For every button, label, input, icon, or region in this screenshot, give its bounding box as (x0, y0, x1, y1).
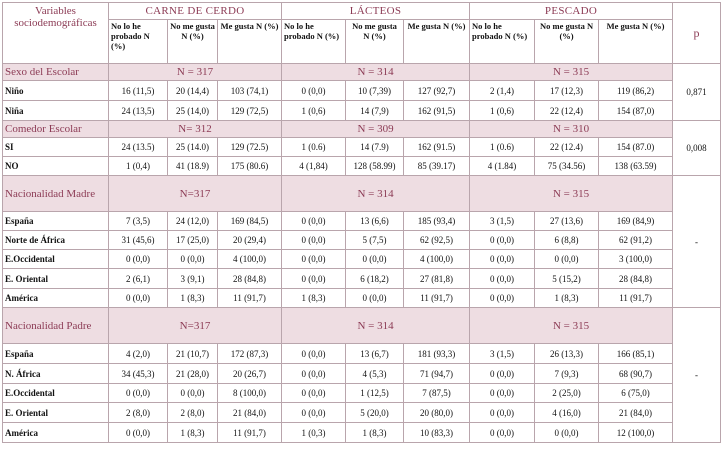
table-cell: 27 (13,6) (535, 212, 599, 231)
table-cell: 162 (91,5) (404, 101, 470, 121)
table-cell: 24 (12,0) (168, 212, 218, 231)
table-cell: 3 (100,0) (599, 250, 673, 269)
section-title: Nacionalidad Madre (3, 176, 109, 212)
p-value: - (673, 308, 721, 443)
table-cell: 103 (74,1) (218, 81, 282, 101)
subheader-cell: Me gusta N (%) (404, 20, 470, 64)
table-cell: 22 (12.4) (535, 138, 599, 157)
table-cell: 2 (8,0) (168, 403, 218, 423)
table-cell: 4 (1.84) (470, 157, 535, 176)
table-cell: 4 (5,3) (346, 364, 404, 384)
row-label: E. Oriental (3, 269, 109, 289)
table-cell: 0 (0,0) (168, 384, 218, 403)
table-cell: 71 (94,7) (404, 364, 470, 384)
section-n: N = 310 (470, 121, 673, 138)
row-label: E. Oriental (3, 403, 109, 423)
table-cell: 0 (0,0) (282, 81, 346, 101)
table-cell: 0 (0,0) (470, 423, 535, 443)
section-title: Nacionalidad Padre (3, 308, 109, 344)
table-cell: 166 (85,1) (599, 344, 673, 364)
table-cell: 24 (13,5) (109, 101, 168, 121)
table-cell: 17 (12,3) (535, 81, 599, 101)
table-cell: 1 (8,3) (168, 423, 218, 443)
table-row (3, 138, 721, 157)
table-cell: 1 (8,3) (535, 289, 599, 308)
table-cell: 62 (92,5) (404, 231, 470, 250)
table-cell: 0 (0,0) (470, 384, 535, 403)
table-cell: 138 (63.59) (599, 157, 673, 176)
table-cell: 21 (10,7) (168, 344, 218, 364)
table-cell: 16 (11,5) (109, 81, 168, 101)
table-row (3, 423, 721, 443)
table-cell: 21 (28,0) (168, 364, 218, 384)
subheader-cell: No lo he probado N (%) (282, 20, 346, 64)
table-cell: 1 (0,6) (470, 101, 535, 121)
table-row (3, 81, 721, 101)
section-n: N=317 (109, 308, 282, 344)
table-cell: 1 (0,6) (282, 101, 346, 121)
table-cell: 20 (29,4) (218, 231, 282, 250)
table-cell: 13 (6,6) (346, 212, 404, 231)
table-cell: 6 (8,8) (535, 231, 599, 250)
subheader-cell: Me gusta N (%) (218, 20, 282, 64)
section-n: N = 314 (282, 308, 470, 344)
table-row (3, 364, 721, 384)
subheader-cell: Me gusta N (%) (599, 20, 673, 64)
table-cell: 128 (58.99) (346, 157, 404, 176)
section-title: Comedor Escolar (3, 121, 109, 138)
table-cell: 4 (100,0) (404, 250, 470, 269)
p-header: p (673, 3, 721, 64)
table-cell: 0 (0,0) (346, 250, 404, 269)
table-cell: 0 (0,0) (535, 423, 599, 443)
table-cell: 0 (0,0) (535, 250, 599, 269)
section-n: N = 309 (282, 121, 470, 138)
table-cell: 2 (25,0) (535, 384, 599, 403)
row-label: SI (3, 138, 109, 157)
table-row (3, 289, 721, 308)
row-label: América (3, 423, 109, 443)
row-label: España (3, 344, 109, 364)
table-row (3, 212, 721, 231)
row-label: E.Occidental (3, 250, 109, 269)
table-cell: 7 (87,5) (404, 384, 470, 403)
section-n: N = 315 (470, 64, 673, 81)
table-cell: 1 (8,3) (168, 289, 218, 308)
table-cell: 3 (1,5) (470, 212, 535, 231)
table-cell: 62 (91,2) (599, 231, 673, 250)
table-cell: 1 (8,3) (346, 423, 404, 443)
table-cell: 20 (80,0) (404, 403, 470, 423)
table-cell: 25 (14.0) (168, 138, 218, 157)
table-cell: 8 (100,0) (218, 384, 282, 403)
table-cell: 7 (3,5) (109, 212, 168, 231)
section-n: N= 312 (109, 121, 282, 138)
row-label: España (3, 212, 109, 231)
section-n: N = 315 (470, 176, 673, 212)
group-header-lacteos: LÁCTEOS (282, 3, 470, 20)
table-cell: 0 (0,0) (282, 384, 346, 403)
table-cell: 2 (8,0) (109, 403, 168, 423)
table-cell: 10 (7,39) (346, 81, 404, 101)
p-value: 0,008 (673, 121, 721, 176)
section-title: Sexo del Escolar (3, 64, 109, 81)
table-cell: 0 (0,0) (282, 212, 346, 231)
table-cell: 5 (7,5) (346, 231, 404, 250)
table-cell: 1 (12,5) (346, 384, 404, 403)
table-cell: 4 (2,0) (109, 344, 168, 364)
table-cell: 0 (0,0) (109, 423, 168, 443)
section-n: N = 314 (282, 176, 470, 212)
section-n: N = 314 (282, 64, 470, 81)
table-cell: 0 (0,0) (282, 269, 346, 289)
variables-header: Variables sociodemográficas (3, 3, 109, 64)
table-cell: 10 (83,3) (404, 423, 470, 443)
table-cell: 11 (91,7) (404, 289, 470, 308)
table-cell: 0 (0,0) (168, 250, 218, 269)
row-label: Niño (3, 81, 109, 101)
section-header-row (3, 121, 721, 138)
table-cell: 181 (93,3) (404, 344, 470, 364)
table-cell: 0 (0,0) (470, 289, 535, 308)
table-cell: 0 (0,0) (470, 269, 535, 289)
subheader-cell: No me gusta N (%) (168, 20, 218, 64)
table-cell: 0 (0,0) (282, 250, 346, 269)
table-row (3, 269, 721, 289)
table-cell: 3 (9,1) (168, 269, 218, 289)
table-row (3, 403, 721, 423)
table-cell: 14 (7.9) (346, 138, 404, 157)
table-row (3, 344, 721, 364)
row-label: Norte de África (3, 231, 109, 250)
table-cell: 0 (0,0) (282, 364, 346, 384)
table-cell: 21 (84,0) (218, 403, 282, 423)
table-cell: 85 (39.17) (404, 157, 470, 176)
table-cell: 11 (91,7) (599, 289, 673, 308)
table-cell: 20 (26,7) (218, 364, 282, 384)
subheader-cell: No lo he probado N (%) (470, 20, 535, 64)
section-n: N = 317 (109, 64, 282, 81)
table-cell: 75 (34.56) (535, 157, 599, 176)
row-label: E.Occidental (3, 384, 109, 403)
table-cell: 127 (92,7) (404, 81, 470, 101)
table-row (3, 250, 721, 269)
table-cell: 5 (20,0) (346, 403, 404, 423)
p-value: 0,871 (673, 64, 721, 121)
table-cell: 0 (0,0) (470, 250, 535, 269)
table-cell: 12 (100,0) (599, 423, 673, 443)
table-cell: 41 (18.9) (168, 157, 218, 176)
table-cell: 0 (0,0) (346, 289, 404, 308)
table-cell: 1 (0.6) (470, 138, 535, 157)
table-cell: 1 (0.6) (282, 138, 346, 157)
table-cell: 1 (0,4) (109, 157, 168, 176)
table-cell: 1 (0,3) (282, 423, 346, 443)
table-cell: 172 (87,3) (218, 344, 282, 364)
table-cell: 68 (90,7) (599, 364, 673, 384)
table-cell: 13 (6,7) (346, 344, 404, 364)
table-cell: 6 (18,2) (346, 269, 404, 289)
table-cell: 162 (91.5) (404, 138, 470, 157)
section-header-row (3, 176, 721, 212)
table-cell: 185 (93,4) (404, 212, 470, 231)
table-cell: 2 (6,1) (109, 269, 168, 289)
group-header-pescado: PESCADO (470, 3, 673, 20)
table-cell: 28 (84,8) (599, 269, 673, 289)
table-cell: 6 (75,0) (599, 384, 673, 403)
row-label: América (3, 289, 109, 308)
section-header-row (3, 308, 721, 344)
table-cell: 0 (0,0) (282, 403, 346, 423)
table-cell: 0 (0,0) (282, 231, 346, 250)
table-cell: 0 (0,0) (109, 289, 168, 308)
table-cell: 31 (45,6) (109, 231, 168, 250)
row-label: N. África (3, 364, 109, 384)
table-cell: 25 (14,0) (168, 101, 218, 121)
table-cell: 169 (84,5) (218, 212, 282, 231)
subheader-cell: No me gusta N (%) (535, 20, 599, 64)
table-cell: 2 (1,4) (470, 81, 535, 101)
sociodemographic-table (2, 2, 721, 443)
subheader-cell: No lo he probado N (%) (109, 20, 168, 64)
table-cell: 169 (84,9) (599, 212, 673, 231)
table-cell: 1 (8,3) (282, 289, 346, 308)
table-cell: 3 (1,5) (470, 344, 535, 364)
subheader-cell: No me gusta N (%) (346, 20, 404, 64)
table-row (3, 157, 721, 176)
table-cell: 28 (84,8) (218, 269, 282, 289)
group-header-cerdo: CARNE DE CERDO (109, 3, 282, 20)
table-cell: 129 (72.5) (218, 138, 282, 157)
table-cell: 154 (87,0) (599, 101, 673, 121)
table-cell: 21 (84,0) (599, 403, 673, 423)
table-cell: 4 (1,84) (282, 157, 346, 176)
table-cell: 34 (45,3) (109, 364, 168, 384)
table-cell: 0 (0,0) (109, 250, 168, 269)
table-cell: 20 (14,4) (168, 81, 218, 101)
table-cell: 11 (91,7) (218, 423, 282, 443)
table-cell: 0 (0,0) (282, 344, 346, 364)
row-label: Niña (3, 101, 109, 121)
table-cell: 26 (13,3) (535, 344, 599, 364)
section-n: N = 315 (470, 308, 673, 344)
table-cell: 119 (86,2) (599, 81, 673, 101)
table-cell: 4 (16,0) (535, 403, 599, 423)
section-n: N=317 (109, 176, 282, 212)
table-cell: 154 (87.0) (599, 138, 673, 157)
table-cell: 0 (0,0) (109, 384, 168, 403)
table-row (3, 101, 721, 121)
table-cell: 129 (72,5) (218, 101, 282, 121)
p-value: - (673, 176, 721, 308)
section-header-row (3, 64, 721, 81)
table-cell: 24 (13.5) (109, 138, 168, 157)
table-row (3, 231, 721, 250)
row-label: NO (3, 157, 109, 176)
table-cell: 27 (81,8) (404, 269, 470, 289)
table-cell: 5 (15,2) (535, 269, 599, 289)
table-cell: 0 (0,0) (470, 403, 535, 423)
table-cell: 14 (7,9) (346, 101, 404, 121)
table-cell: 0 (0,0) (470, 364, 535, 384)
table-cell: 11 (91,7) (218, 289, 282, 308)
table-cell: 4 (100,0) (218, 250, 282, 269)
table-cell: 17 (25,0) (168, 231, 218, 250)
table-row (3, 384, 721, 403)
table-cell: 7 (9,3) (535, 364, 599, 384)
table-cell: 22 (12,4) (535, 101, 599, 121)
table-cell: 0 (0,0) (470, 231, 535, 250)
table-cell: 175 (80.6) (218, 157, 282, 176)
